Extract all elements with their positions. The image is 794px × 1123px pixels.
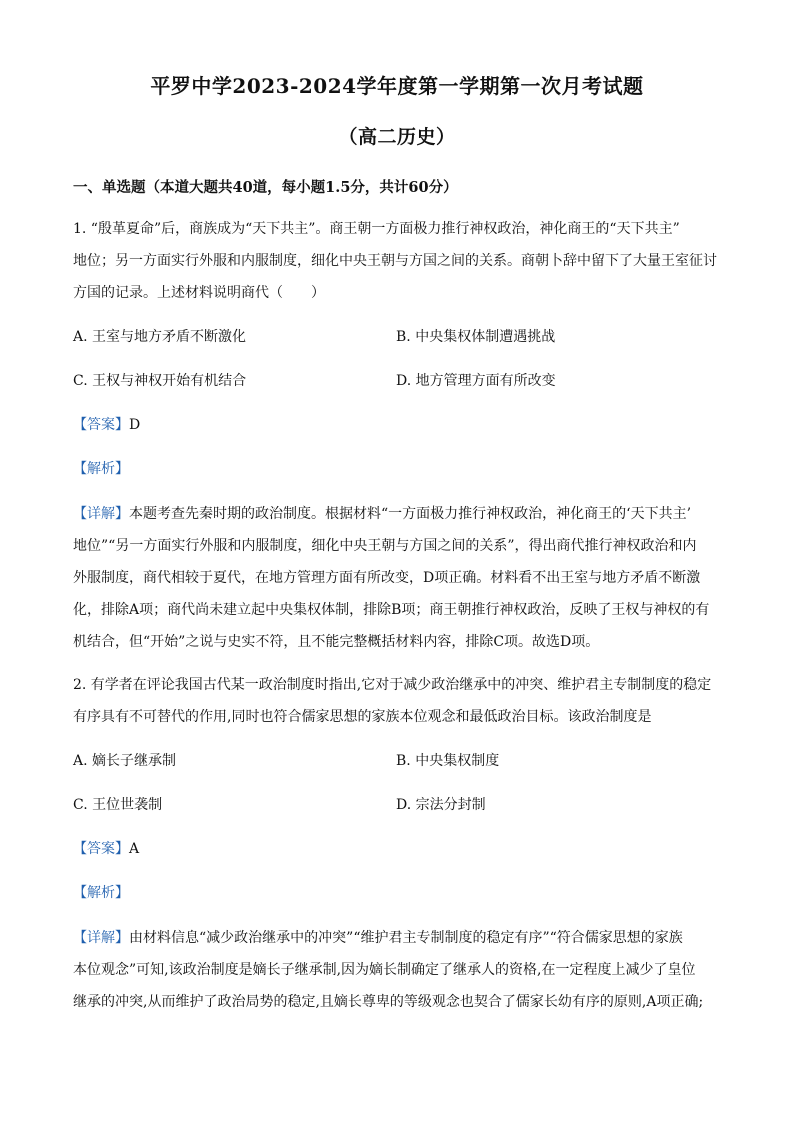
page-title: 平罗中学2023-2024学年度第一学期第一次月考试题 <box>150 74 644 98</box>
q2-answer <box>73 838 139 858</box>
detail-tag: 【详解】 <box>73 506 129 522</box>
q2-option-b: B. 中央集权制度 <box>396 753 500 769</box>
q1-option-b: B. 中央集权体制遭遇挑战 <box>396 329 556 345</box>
q2-option-c: C. 王位世袭制 <box>73 797 163 813</box>
q1-detail-line-4: 化，排除A项；商代尚未建立起中央集权体制，排除B项；商王朝推行神权政治，反映了王权与神权的有 <box>73 602 710 618</box>
q2-detail-line-2: 本位观念”可知,该政治制度是嫡长子继承制,因为嫡长制确定了继承人的资格,在一定程度上减少了皇位 <box>73 962 696 978</box>
q2-option-d: D. 宗法分封制 <box>396 797 486 813</box>
q1-option-a: A. 王室与地方矛盾不断激化 <box>73 329 247 345</box>
answer-tag: 【答案】 <box>73 417 129 433</box>
page-subtitle: （高二历史） <box>338 126 456 148</box>
q2-option-a: A. 嫡长子继承制 <box>73 753 177 769</box>
q1-answer <box>73 414 140 434</box>
analysis-tag: 【解析】 <box>73 885 129 901</box>
q1-stem-line-2: 地位；另一方面实行外服和内服制度，细化中央王朝与方国之间的关系。商朝卜辞中留下了大量王室征讨 <box>73 253 717 269</box>
answer-value: A <box>129 841 140 857</box>
q1-analysis-tag <box>73 458 129 478</box>
q2-stem-line-2: 有序具有不可替代的作用,同时也符合儒家思想的家族本位观念和最低政治目标。该政治制度是 <box>73 709 652 725</box>
q1-detail-line-1 <box>73 503 723 523</box>
q2-detail-line-3: 继承的冲突,从而维护了政治局势的稳定,且嫡长尊卑的等级观念也契合了儒家长幼有序的原则,A项正确; <box>73 994 704 1010</box>
q1-detail-line-3: 外服制度，商代相较于夏代，在地方管理方面有所改变，D项正确。材料看不出王室与地方矛盾不断激 <box>73 570 701 586</box>
detail-tag: 【详解】 <box>73 930 129 946</box>
q1-stem-line-1: 1. “殷革夏命”后，商族成为“天下共主”。商王朝一方面极力推行神权政治，神化商王的“天下共主” <box>73 221 680 237</box>
q1-detail-line-5: 机结合，但“开始”之说与史实不符，且不能完整概括材料内容，排除C项。故选D项。 <box>73 634 600 650</box>
q1-detail-line-2: 地位”“另一方面实行外服和内服制度，细化中央王朝与方国之间的关系”，得出商代推行神权政治和内 <box>73 538 697 554</box>
answer-tag: 【答案】 <box>73 841 129 857</box>
answer-value: D <box>129 417 141 433</box>
q1-option-c: C. 王权与神权开始有机结合 <box>73 373 247 389</box>
q1-stem-line-3: 方国的记录。上述材料说明商代（ ） <box>73 285 325 301</box>
q2-analysis-tag <box>73 882 129 902</box>
section-heading: 一、单选题（本道大题共40道，每小题1.5分，共计60分） <box>73 179 458 196</box>
q1-option-d: D. 地方管理方面有所改变 <box>396 373 556 389</box>
analysis-tag: 【解析】 <box>73 461 129 477</box>
q2-detail-line-1 <box>73 927 723 947</box>
q2-detail-text-1: 由材料信息“减少政治继承中的冲突”“维护君主专制制度的稳定有序”“符合儒家思想的家族 <box>129 930 683 946</box>
q2-stem-line-1: 2. 有学者在评论我国古代某一政治制度时指出,它对于减少政治继承中的冲突、维护君主专制制度的稳定 <box>73 677 712 693</box>
q1-detail-text-1: 本题考查先秦时期的政治制度。根据材料“一方面极力推行神权政治，神化商王的‘天下共主’ <box>129 506 692 522</box>
